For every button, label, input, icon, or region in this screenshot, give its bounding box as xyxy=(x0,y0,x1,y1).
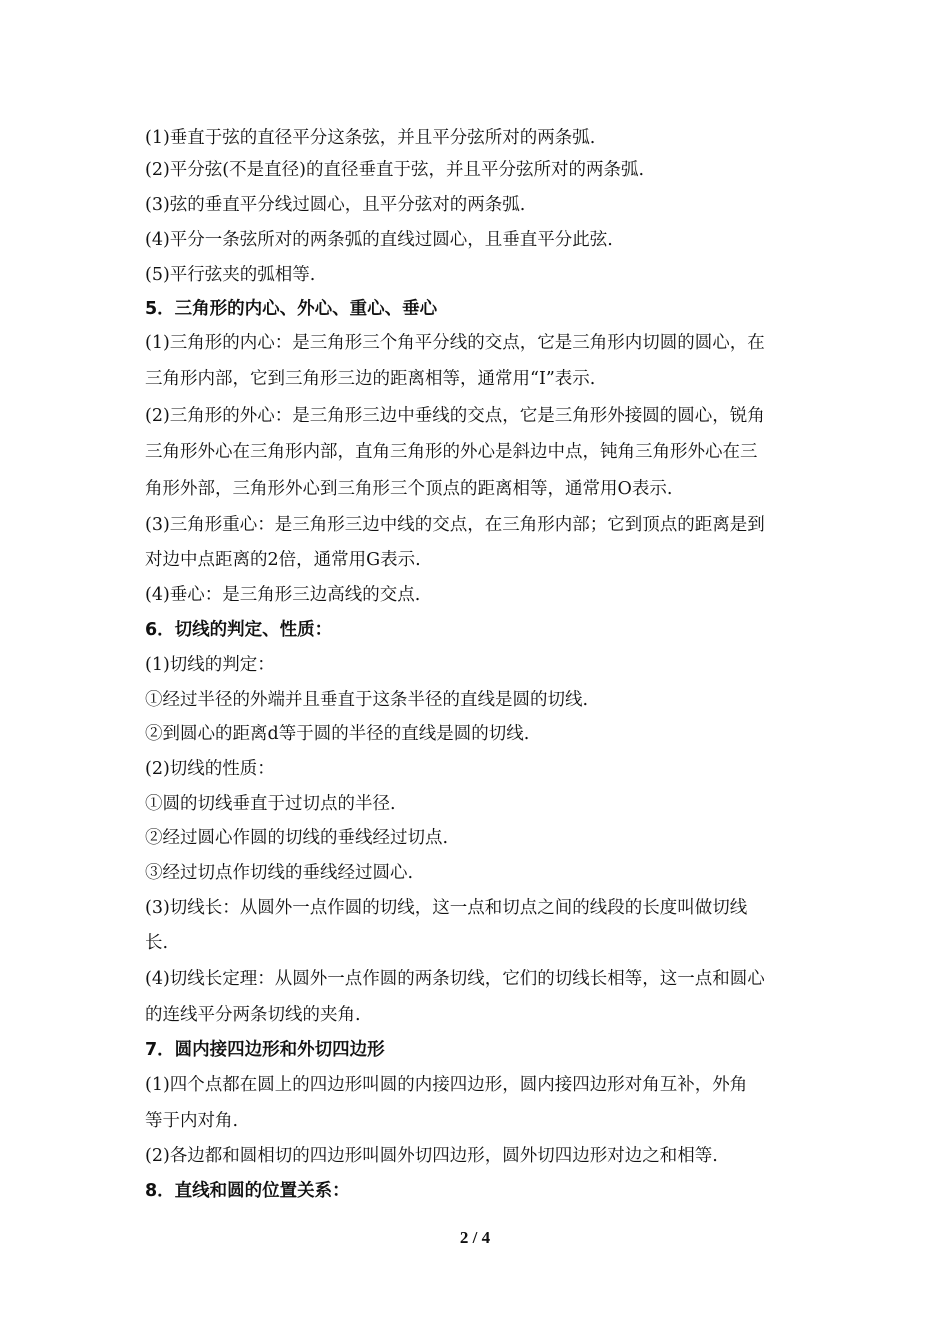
text-line: 对边中点距离的2倍，通常用G表示. xyxy=(145,550,421,570)
text-line: (1)切线的判定： xyxy=(145,655,275,675)
text-line: ②到圆心的距离d等于圆的半径的直线是圆的切线. xyxy=(145,724,530,744)
text-line: (1)垂直于弦的直径平分这条弦，并且平分弦所对的两条弧. xyxy=(145,128,596,148)
text-line: 三角形外心在三角形内部，直角三角形的外心是斜边中点，钝角三角形外心在三 xyxy=(145,442,758,462)
text-line: (4)平分一条弦所对的两条弧的直线过圆心，且垂直平分此弦. xyxy=(145,230,613,250)
text-line: ①圆的切线垂直于过切点的半径. xyxy=(145,794,396,814)
text-line: (4)切线长定理：从圆外一点作圆的两条切线，它们的切线长相等，这一点和圆心 xyxy=(145,969,765,989)
text-line: (3)三角形重心：是三角形三边中线的交点，在三角形内部；它到顶点的距离是到 xyxy=(145,515,765,535)
text-line: (2)各边都和圆相切的四边形叫圆外切四边形，圆外切四边形对边之和相等. xyxy=(145,1146,718,1166)
page-number: 2 / 4 xyxy=(459,1228,491,1247)
text-line: (1)四个点都在圆上的四边形叫圆的内接四边形，圆内接四边形对角互补，外角 xyxy=(145,1075,748,1095)
section-heading: 6．切线的判定、性质： xyxy=(145,620,333,640)
text-line: (5)平行弦夹的弧相等. xyxy=(145,265,316,285)
text-line: ①经过半径的外端并且垂直于这条半径的直线是圆的切线. xyxy=(145,690,589,710)
text-line: 的连线平分两条切线的夹角. xyxy=(145,1005,361,1025)
text-line: 长. xyxy=(145,933,169,953)
text-line: 三角形内部，它到三角形三边的距离相等，通常用“I”表示. xyxy=(145,369,596,389)
section-heading: 5．三角形的内心、外心、重心、垂心 xyxy=(145,299,438,319)
text-line: (2)平分弦(不是直径)的直径垂直于弦，并且平分弦所对的两条弧. xyxy=(145,160,645,180)
text-line: ③经过切点作切线的垂线经过圆心. xyxy=(145,863,414,883)
text-line: (3)弦的垂直平分线过圆心，且平分弦对的两条弧. xyxy=(145,195,526,215)
text-line: 角形外部，三角形外心到三角形三个顶点的距离相等，通常用O表示. xyxy=(145,479,673,499)
text-line: (3)切线长：从圆外一点作圆的切线，这一点和切点之间的线段的长度叫做切线 xyxy=(145,898,748,918)
text-line: ②经过圆心作圆的切线的垂线经过切点. xyxy=(145,828,449,848)
text-line: (2)切线的性质： xyxy=(145,759,275,779)
section-heading: 8．直线和圆的位置关系： xyxy=(145,1181,350,1201)
text-line: (1)三角形的内心：是三角形三个角平分线的交点，它是三角形内切圆的圆心，在 xyxy=(145,333,765,353)
text-line: 等于内对角. xyxy=(145,1111,239,1131)
section-heading: 7．圆内接四边形和外切四边形 xyxy=(145,1040,385,1060)
text-line: (2)三角形的外心：是三角形三边中垂线的交点，它是三角形外接圆的圆心，锐角 xyxy=(145,406,765,426)
text-line: (4)垂心：是三角形三边高线的交点. xyxy=(145,585,421,605)
